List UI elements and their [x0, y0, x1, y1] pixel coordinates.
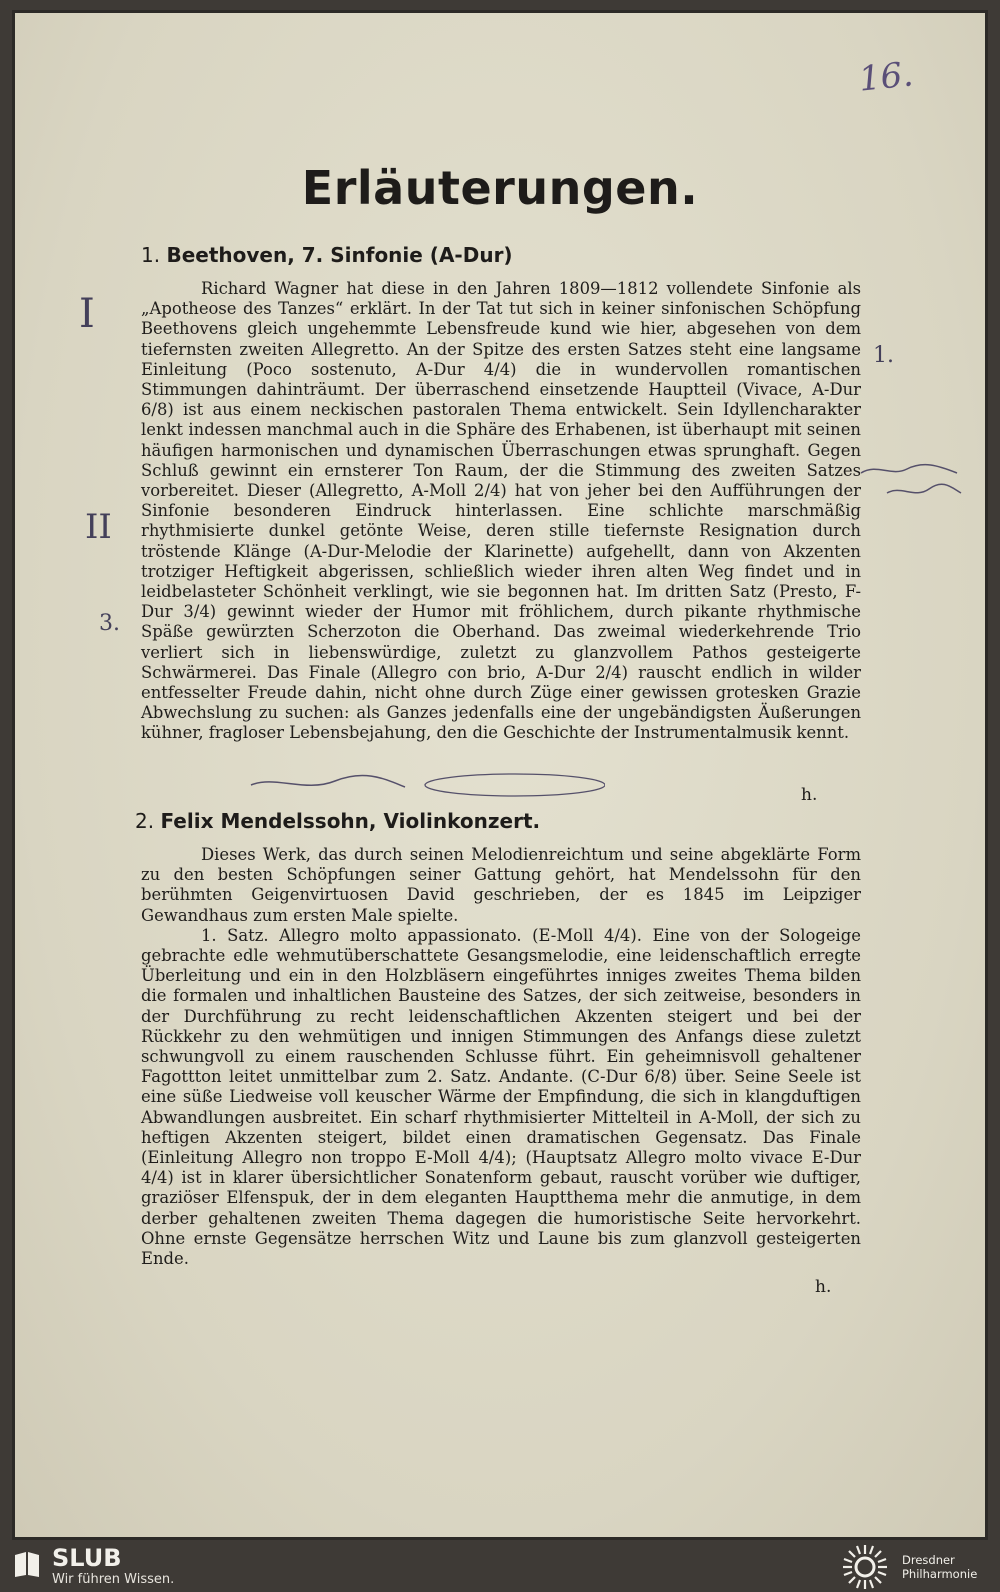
section2-signature: h.: [815, 1277, 832, 1297]
page-number: 16.: [856, 54, 915, 100]
section2-title: Felix Mendelssohn, Violinkonzert.: [160, 809, 541, 833]
section1-title: Beethoven, 7. Sinfonie (A-Dur): [166, 243, 513, 267]
pencil-scribble-icon: [857, 459, 967, 509]
philharmonie-line1: Dresdner: [902, 1553, 955, 1567]
margin-number-one: 1.: [873, 343, 894, 368]
section2-number: 2.: [135, 809, 155, 833]
section1-body: [141, 279, 861, 744]
philharmonie-line2: Philharmonie: [902, 1567, 978, 1581]
section2-paragraph-1: Dieses Werk, das durch seinen Melodienreichtum und seine abgeklärte Form zu den besten Schöpfungen seiner Gattung gehört, hat Mendelssohn für den berühmten Geigenvirtuosen David geschrieben, der es 1845 im Leipziger Gewandhaus zum ersten Male spielte.: [141, 845, 861, 925]
philharmonie-sun-icon: [840, 1542, 890, 1592]
slub-logo-text: SLUB: [52, 1544, 122, 1572]
slub-book-icon: [12, 1549, 42, 1579]
section2-body: [141, 845, 861, 1269]
philharmonie-logo-text: [902, 1553, 977, 1581]
margin-number-three: 3.: [99, 611, 120, 636]
section2-paragraph-2: 1. Satz. Allegro molto appassionato. (E-Moll 4/4). Eine von der Sologeige gebrachte edle wehmutüberschattete Gesangsmelodie, eine leidenschaftlich erregte Überleitung und ein in den Holzbläsern eingeführtes inniges zweites Thema bilden die formalen und inhaltlichen Bausteine des Satzes, der sich zeitweise, besonders in der Durchführung zu recht leidenschaftlichen Akzenten steigert und bei der Rückkehr zu den wehmütigen und innigen Stimmungen des Anfangs diese zuletzt schwungvoll zu einem rauschenden Schlusse führt. Ein geheimnisvoll gehaltener Fagottton leitet unmittelbar zum 2. Satz. Andante. (C-Dur 6/8) über. Seine Seele ist eine süße Liedweise voll keuscher Wärme der Empfindung, die sich in klangduftigen Abwandlungen ausbreitet. Ein scharf rhythmisierter Mittelteil in A-Moll, der sich zu heftigen Akzenten steigert, bildet einen dramatischen Gegensatz. Das Finale (Einleitung Allegro non troppo E-Moll 4/4); (Hauptsatz Allegro molto vivace E-Dur 4/4) ist in klarer übersichtlicher Sonatenform gebaut, rauscht vorüber wie duftiger, graziöser Elfenspuk, der in dem eleganten Hauptthema mehr die anmutige, in dem derber gehaltenen zweiten Thema dagegen die humoristische Seite hervorkehrt. Ohne ernste Gegensätze herrschen Witz und Laune bis zum glanzvoll gesteigerten Ende.: [141, 925, 861, 1269]
document-page: [12, 10, 988, 1540]
pencil-inline-note-icon: [245, 769, 605, 799]
section1-text: Richard Wagner hat diese in den Jahren 1809—1812 vollendete Sinfonie als „Apotheose des Tanzes“ erklärt. In der Tat tut sich in keiner sinfonischen Schöpfung Beethovens gleich ungehemmte Lebensfreude kund wie hier, abgesehen von dem tiefernsten zweiten Allegretto. An der Spitze des ersten Satzes steht eine langsame Einleitung (Poco sostenuto, A-Dur 4/4) die in wundervollen romantischen Stimmungen dahinträumt. Der überraschend einsetzende Hauptteil (Vivace, A-Dur 6/8) ist aus einem neckischen pastoralen Thema entwickelt. Sein Idyllencharakter lenkt indessen manchmal auch in die Sphäre des Erhabenen, ist überhaupt mit seinen häufigen harmonischen und dynamischen Überraschungen etwas sprunghaft. Gegen Schluß gewinnt ein ernsterer Ton Raum, der die Stimmung des zweiten Satzes vorbereitet. Dieser (Allegretto, A-Moll 2/4) hat von jeher bei den Aufführungen der Sinfonie besonderen Eindruck hinterlassen. Eine schlichte marschmäßig rhythmisierte dunkel getönte Weise, deren stille tiefernste Resignation durch tröstende Klänge (A-Dur-Melodie der Klarinette) aufgehellt, dann von Akzenten trotziger Heftigkeit abgerissen, schließlich wieder ihren alten Weg findet und in leidbelasteter Schönheit verklingt, wie sie begonnen hat. Im dritten Satz (Presto, F-Dur 3/4) gewinnt wieder der Humor mit fröhlichem, durch pikante rhythmische Späße gewürzten Scherzoton die Oberhand. Das zweimal wiederkehrende Trio verliert sich in liebenswürdige, zuletzt zu glanzvollem Pathos gesteigerte Schwärmerei. Das Finale (Allegro con brio, A-Dur 2/4) rauscht endlich in wilder entfesselter Freude dahin, nicht ohne durch Züge einer gewissen grotesken Grazie Abwechslung zu suchen: als Ganzes jedenfalls eine der ungebändigsten Äußerungen kühner, fragloser Lebensbejahung, den die Geschichte der Instrumentalmusik kennt.: [141, 279, 861, 743]
page-title: Erläuterungen.: [301, 161, 699, 215]
section2-heading: [135, 809, 540, 833]
margin-roman-two: II: [85, 507, 112, 547]
margin-roman-one: I: [79, 291, 95, 337]
section1-signature: h.: [801, 785, 818, 805]
slub-tagline: Wir führen Wissen.: [52, 1572, 175, 1587]
section1-number: 1.: [141, 243, 161, 267]
section1-heading: [141, 243, 513, 267]
